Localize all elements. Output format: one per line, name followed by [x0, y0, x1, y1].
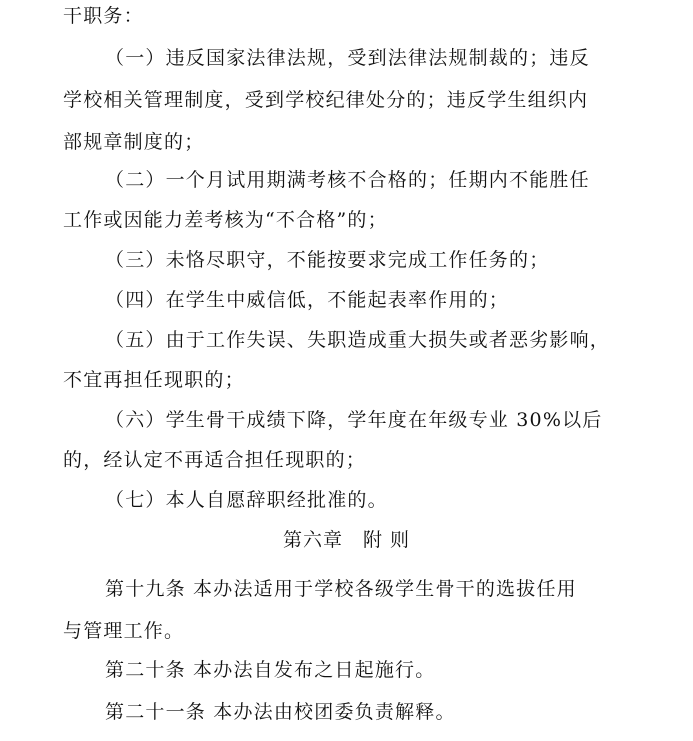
article-20: 第二十条 本办法自发布之日起施行。: [105, 659, 436, 681]
text-line-item-6-cont: 的，经认定不再适合担任现职的；: [63, 449, 367, 471]
text-line-item-1-cont-2: 部规章制度的；: [63, 131, 205, 153]
text-line-item-2: （二）一个月试用期满考核不合格的；任期内不能胜任: [105, 169, 590, 191]
text-line-item-6: （六）学生骨干成绩下降，学年度在年级专业 30%以后: [105, 409, 603, 431]
text-line-item-4: （四）在学生中威信低，不能起表率作用的；: [105, 289, 510, 311]
text-line-item-7: （七）本人自愿辞职经批准的。: [105, 489, 388, 511]
article-19-cont: 与管理工作。: [63, 620, 185, 642]
text-line-item-2-cont: 工作或因能力差考核为“不合格”的；: [63, 209, 388, 231]
text-line-item-5: （五）由于工作失误、失职造成重大损失或者恶劣影响，: [105, 329, 611, 351]
article-21: 第二十一条 本办法由校团委负责解释。: [105, 701, 456, 723]
article-19: 第十九条 本办法适用于学校各级学生骨干的选拔任用: [105, 578, 577, 600]
text-line-item-5-cont: 不宜再担任现职的；: [63, 369, 245, 391]
chapter-title: 第六章 附 则: [282, 529, 411, 551]
text-line-item-1-cont-1: 学校相关管理制度，受到学校纪律处分的；违反学生组织内: [63, 89, 589, 111]
text-line-item-3: （三）未恪尽职守，不能按要求完成工作任务的；: [105, 249, 550, 271]
text-line-job-duties: 干职务：: [63, 5, 144, 27]
text-line-item-1: （一）违反国家法律法规，受到法律法规制裁的；违反: [105, 47, 590, 69]
